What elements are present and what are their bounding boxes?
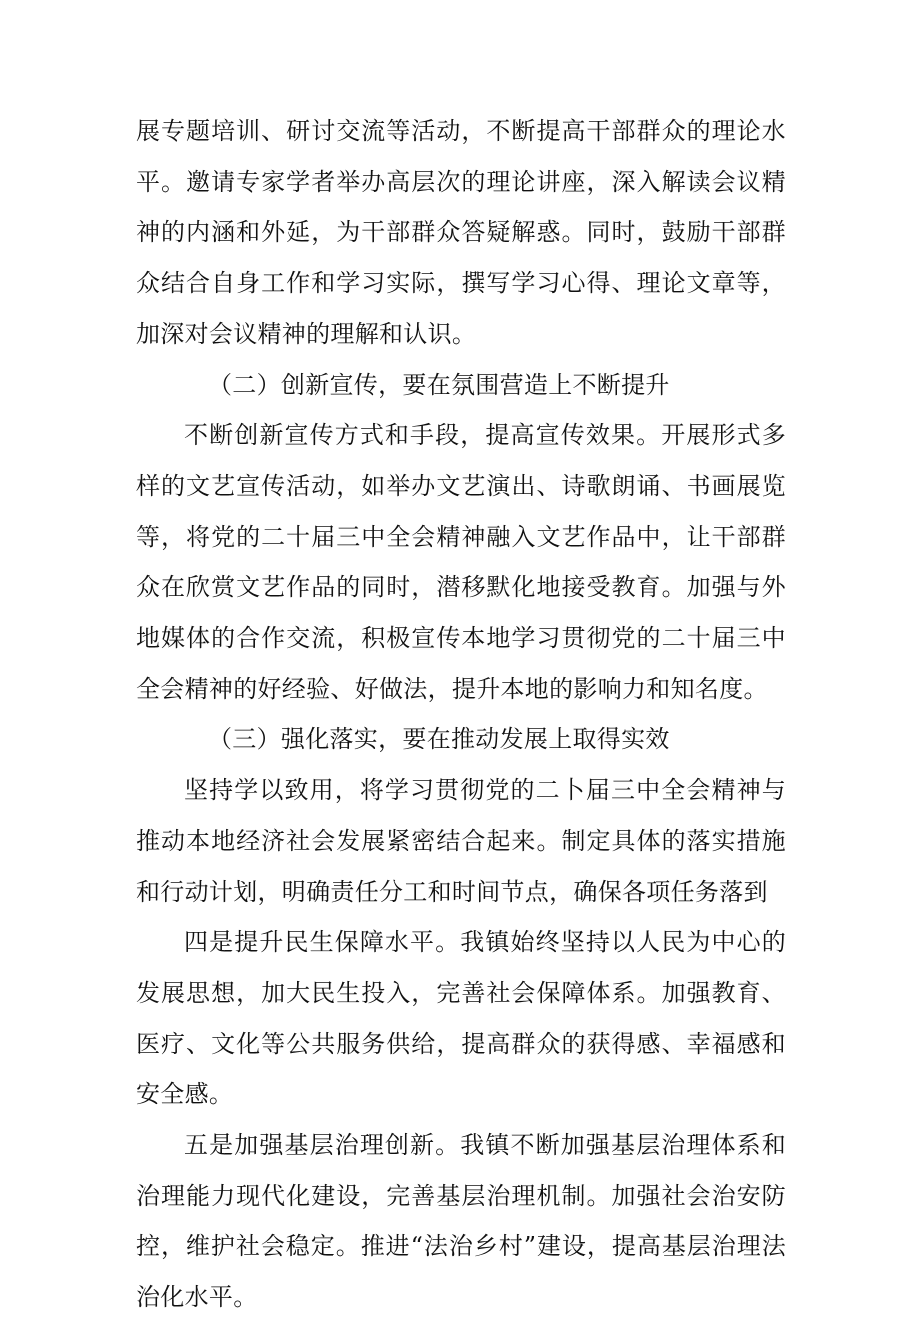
paragraph-livelihood: 四是提升民生保障水平。我镇始终坚持以人民为中心的发展思想，加大民生投入，完善社会保障体系。加强教育、医疗、文化等公共服务供给，提高群众的获得感、幸福感和安全感。	[136, 928, 786, 1109]
document-body	[136, 106, 786, 1323]
paragraph-training-continued: 展专题培训、研讨交流等活动，不断提高干部群众的理论水平。邀请专家学者举办高层次的理论讲座，深入解读会议精神的内涵和外延，为干部群众答疑解惑。同时，鼓励干部群众结合自身工作和学习实际，撰写学习心得、理论文章等，加深对会议精神的理解和认识。	[136, 117, 786, 348]
section-heading-3: （三）强化落实，要在推动发展上取得实效	[208, 725, 670, 754]
paragraph-innovate-publicity: 不断创新宣传方式和手段，提高宣传效果。开展形式多样的文艺宣传活动，如举办文艺演出、诗歌朗诵、书画展览等，将党的二十届三中全会精神融入文艺作品中，让干部群众在欣赏文艺作品的同时，潜移默化地接受教育。加强与外地媒体的合作交流，积极宣传本地学习贯彻党的二十届三中全会精神的好经验、好做法，提升本地的影响力和知名度。	[136, 421, 786, 703]
paragraph-implementation: 坚持学以致用，将学习贯彻党的二卜届三中全会精神与推动本地经济社会发展紧密结合起来。制定具体的落实措施和行动计划，明确责任分工和时间节点，确保各项任务落到	[136, 776, 786, 906]
paragraph-governance: 五是加强基层治理创新。我镇不断加强基层治理体系和治理能力现代化建设，完善基层治理机制。加强社会治安防控，维护社会稳定。推进“法治乡村”建设，提高基层治理法治化水平。	[136, 1131, 786, 1312]
section-heading-2: （二）创新宣传，要在氛围营造上不断提升	[208, 370, 670, 399]
